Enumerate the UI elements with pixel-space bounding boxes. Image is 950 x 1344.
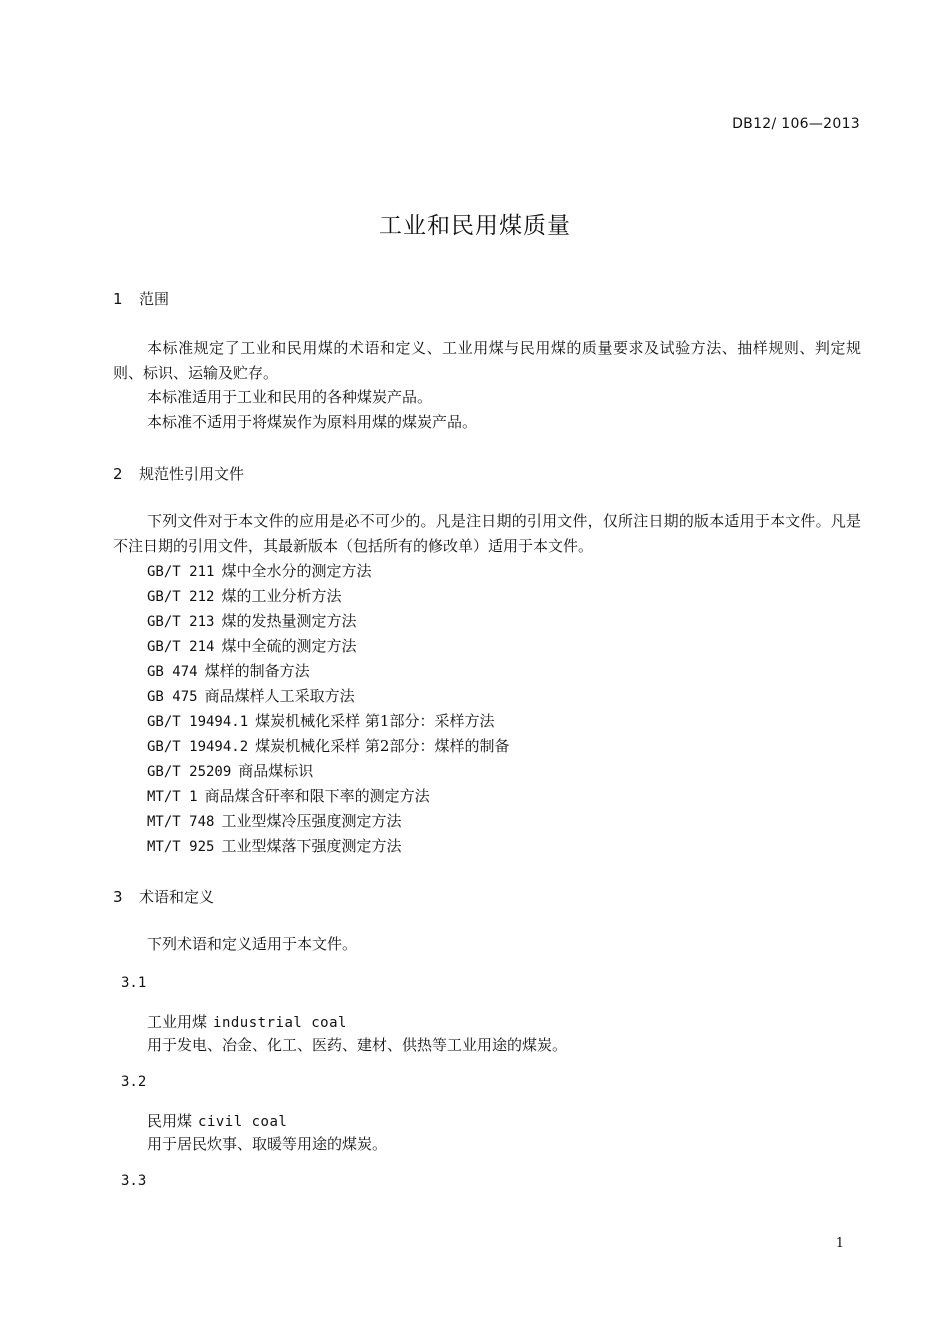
scope-paragraph-3: 本标准不适用于将煤炭作为原料用煤的煤炭产品。	[147, 413, 478, 431]
reference-title: 煤的发热量测定方法	[221, 612, 357, 630]
reference-code: GB 475	[147, 689, 198, 705]
reference-item	[147, 784, 509, 809]
reference-title: 工业型煤冷压强度测定方法	[221, 812, 402, 830]
reference-code: GB/T 211	[147, 564, 215, 580]
section-title: 范围	[139, 290, 170, 308]
reference-title: 商品煤含矸率和限下率的测定方法	[204, 787, 430, 805]
standard-code: DB12/ 106—2013	[732, 116, 860, 132]
reference-code: GB/T 214	[147, 639, 215, 655]
section-title: 规范性引用文件	[139, 465, 245, 483]
reference-title: 煤样的制备方法	[204, 662, 310, 680]
reference-code: MT/T 748	[147, 814, 215, 830]
clause-number: 3.3	[121, 1173, 147, 1189]
reference-title: 商品煤标识	[238, 762, 314, 780]
term-zh: 民用煤	[147, 1112, 193, 1130]
reference-code: GB 474	[147, 664, 198, 680]
term-definition: 用于居民炊事、取暖等用途的煤炭。	[147, 1135, 388, 1153]
reference-item	[147, 759, 509, 784]
section-title: 术语和定义	[139, 888, 215, 906]
reference-code: GB/T 213	[147, 614, 215, 630]
section-3-heading	[113, 886, 214, 907]
reference-title: 煤中全硫的测定方法	[221, 637, 357, 655]
reference-item	[147, 834, 509, 859]
reference-title: 工业型煤落下强度测定方法	[221, 837, 402, 855]
section-number: 1	[113, 290, 123, 308]
reference-code: GB/T 25209	[147, 764, 232, 780]
reference-code: GB/T 19494.1	[147, 714, 249, 730]
reference-title: 煤的工业分析方法	[221, 587, 342, 605]
reference-item	[147, 734, 509, 759]
clause-number: 3.1	[121, 975, 147, 991]
reference-title: 商品煤样人工采取方法	[204, 687, 355, 705]
reference-code: MT/T 925	[147, 839, 215, 855]
page-number: 1	[835, 1236, 844, 1251]
reference-item	[147, 634, 509, 659]
reference-item	[147, 809, 509, 834]
reference-item	[147, 659, 509, 684]
terms-intro: 下列术语和定义适用于本文件。	[147, 935, 358, 953]
reference-title: 煤中全水分的测定方法	[221, 562, 372, 580]
reference-list	[147, 559, 509, 859]
term-zh: 工业用煤	[147, 1013, 208, 1031]
section-number: 3	[113, 888, 123, 906]
normative-intro: 下列文件对于本文件的应用是必不可少的。凡是注日期的引用文件，仅所注日期的版本适用于本文件。凡是不注日期的引用文件，其最新版本（包括所有的修改单）适用于本文件。	[113, 512, 861, 555]
reference-item	[147, 584, 509, 609]
term-en: industrial coal	[213, 1015, 347, 1031]
section-1-heading	[113, 288, 169, 309]
reference-title: 煤炭机械化采样 第1部分：采样方法	[255, 712, 495, 730]
term-en: civil coal	[198, 1114, 288, 1130]
reference-code: MT/T 1	[147, 789, 198, 805]
term-heading	[147, 1110, 287, 1131]
reference-code: GB/T 19494.2	[147, 739, 249, 755]
reference-item	[147, 609, 509, 634]
section-2-heading	[113, 463, 244, 484]
document-title: 工业和民用煤质量	[379, 213, 571, 239]
reference-code: GB/T 212	[147, 589, 215, 605]
reference-item	[147, 684, 509, 709]
term-definition: 用于发电、冶金、化工、医药、建材、供热等工业用途的煤炭。	[147, 1036, 568, 1054]
clause-number: 3.2	[121, 1074, 147, 1090]
scope-paragraph-1: 本标准规定了工业和民用煤的术语和定义、工业用煤与民用煤的质量要求及试验方法、抽样规则、判定规则、标识、运输及贮存。	[113, 339, 861, 382]
scope-paragraph-2: 本标准适用于工业和民用的各种煤炭产品。	[147, 388, 433, 406]
term-heading	[147, 1011, 347, 1032]
reference-title: 煤炭机械化采样 第2部分：煤样的制备	[255, 737, 510, 755]
reference-item	[147, 709, 509, 734]
reference-item	[147, 559, 509, 584]
section-number: 2	[113, 465, 123, 483]
